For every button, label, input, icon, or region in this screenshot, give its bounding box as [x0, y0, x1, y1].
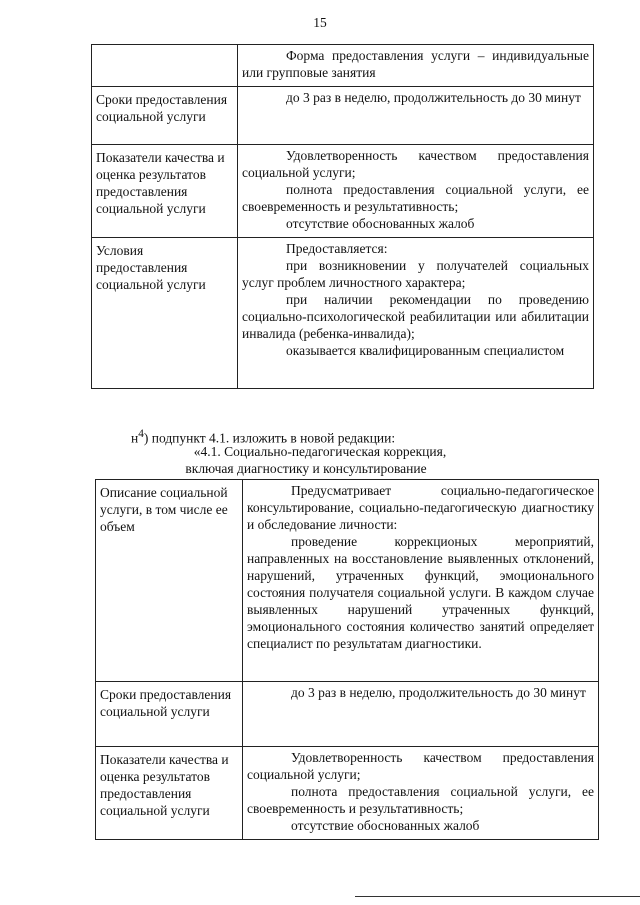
row-label: Описание социальной услуги, в том числе ее объем	[96, 480, 243, 682]
row-value	[238, 87, 594, 145]
value-paragraph: до 3 раз в неделю, продолжительность до 30 минут	[291, 685, 586, 700]
value-paragraph: отсутствие обоснованных жалоб	[286, 216, 475, 231]
row-value	[243, 480, 599, 682]
services-table-continued	[91, 44, 594, 389]
value-paragraph: до 3 раз в неделю, продолжительность до 30 минут	[286, 90, 581, 105]
row-value	[238, 238, 594, 389]
row-value	[238, 45, 594, 87]
page-number: 15	[313, 15, 327, 30]
row-label: Условия предоставления социальной услуги	[92, 238, 238, 389]
value-paragraph: Удовлетворенность качеством предоставления социальной услуги;	[247, 750, 594, 782]
row-label	[92, 45, 238, 87]
value-paragraph: полнота предоставления социальной услуги, ее своевременность и результативность;	[247, 784, 594, 816]
value-paragraph: Удовлетворенность качеством предоставления социальной услуги;	[242, 148, 589, 180]
value-paragraph: оказывается квалифицированным специалистом	[286, 343, 565, 358]
value-paragraph: полнота предоставления социальной услуги, ее своевременность и результативность;	[242, 182, 589, 214]
row-value	[238, 145, 594, 238]
table-row	[92, 238, 594, 389]
value-paragraph: отсутствие обоснованных жалоб	[291, 818, 480, 833]
table-row	[96, 747, 599, 840]
row-label: Показатели качества и оценка результатов предоставления социальной услуги	[96, 747, 243, 840]
value-paragraph: при возникновении у получателей социальных услуг проблем личностного характера;	[242, 258, 589, 290]
table-row	[96, 682, 599, 747]
value-paragraph: Форма предоставления услуги – индивидуальные или групповые занятия	[242, 48, 589, 80]
section-heading-line-1: «4.1. Социально-педагогическая коррекция,	[193, 444, 447, 459]
services-table-new	[95, 479, 599, 840]
row-label: Показатели качества и оценка результатов предоставления социальной услуги	[92, 145, 238, 238]
instruction-superscript: 4	[138, 428, 144, 440]
instruction-prefix: н	[131, 430, 139, 446]
value-paragraph: при наличии рекомендации по проведению социально-психологической реабилитации или абилитации инвалида (ребенка-инвалида);	[242, 292, 589, 341]
row-value	[243, 682, 599, 747]
row-value	[243, 747, 599, 840]
value-paragraph: Предусматривает социально-педагогическое консультирование, социально-педагогическую диагностику и обследование личности:	[247, 483, 594, 532]
section-heading-line-2: включая диагностику и консультирование	[185, 461, 427, 476]
instruction-text: ) подпункт 4.1. изложить в новой редакции:	[143, 430, 396, 446]
value-paragraph: Предоставляется:	[286, 241, 388, 256]
table-row	[96, 480, 599, 682]
table-row	[92, 145, 594, 238]
table-row	[92, 45, 594, 87]
bottom-rule	[355, 896, 640, 897]
row-label: Сроки предоставления социальной услуги	[96, 682, 243, 747]
row-label: Сроки предоставления социальной услуги	[92, 87, 238, 145]
value-paragraph: проведение коррекционых мероприятий, направленных на восстановление выявленных отклонений, нарушений, утраченных функций, эмоционального состояния получателя социальной услуги. В каждом случае выявленных нарушений утраченных функций, эмоционального состояния количество занятий определяет специалист по результатам диагностики.	[247, 534, 594, 651]
table-row	[92, 87, 594, 145]
